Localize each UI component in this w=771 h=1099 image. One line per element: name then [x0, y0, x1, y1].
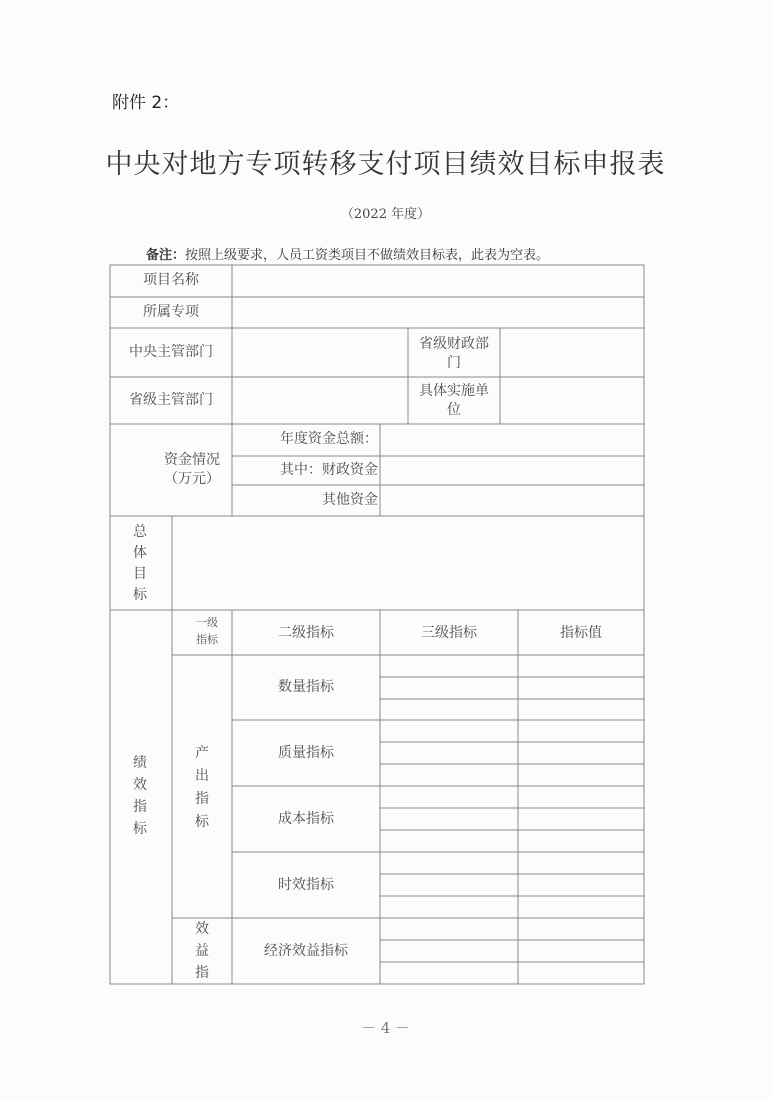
- output-indicator-label: 产出指标: [195, 745, 209, 830]
- other-funds-label: 其他资金: [322, 492, 378, 508]
- finance-funds-label: 其中：财政资金: [280, 462, 378, 478]
- level1-header-line2: 指标: [196, 633, 218, 646]
- benefit-indicator-label: 效益指: [195, 921, 209, 981]
- economic-benefit-label: 经济效益指标: [264, 943, 348, 959]
- funds-line1: 资金情况: [164, 452, 220, 468]
- project-name-label: 项目名称: [143, 272, 199, 288]
- cost-indicator-label: 成本指标: [278, 811, 334, 827]
- document-title: 中央对地方专项转移支付项目绩效目标申报表: [105, 149, 666, 180]
- timeliness-indicator-label: 时效指标: [278, 877, 334, 893]
- document-year: （2022 年度）: [340, 207, 431, 222]
- overall-goal-label: 总体目标: [133, 524, 147, 603]
- quantity-indicator-label: 数量指标: [278, 679, 334, 695]
- special-item-label: 所属专项: [143, 304, 199, 320]
- remark-prefix: 备注：: [146, 248, 186, 263]
- impl-unit-line2: 位: [447, 402, 461, 418]
- funds-line2: （万元）: [164, 471, 220, 487]
- prov-finance-dept-line1: 省级财政部: [419, 336, 489, 352]
- annual-total-label: 年度资金总额：: [280, 431, 378, 447]
- prov-finance-dept-line2: 门: [447, 355, 461, 371]
- central-dept-label: 中央主管部门: [129, 344, 213, 360]
- level1-header: [184, 614, 230, 648]
- prov-dept-label: 省级主管部门: [129, 392, 213, 408]
- indicator-value-header: 指标值: [560, 625, 602, 641]
- attachment-label: 附件 2：: [112, 93, 180, 113]
- quality-indicator-label: 质量指标: [278, 745, 334, 761]
- level1-header-line1: 一级: [196, 616, 218, 629]
- level2-header: 二级指标: [278, 625, 334, 641]
- impl-unit-line1: 具体实施单: [419, 383, 489, 399]
- impl-unit-label: [408, 382, 500, 420]
- level3-header: 三级指标: [421, 625, 477, 641]
- remark-text: 按照上级要求，人员工资类项目不做绩效目标表，此表为空表。: [185, 248, 550, 263]
- performance-indicators-label: 绩效指标: [133, 755, 147, 837]
- prov-finance-dept-label: [408, 335, 500, 373]
- page-number: － 4 －: [360, 1019, 411, 1037]
